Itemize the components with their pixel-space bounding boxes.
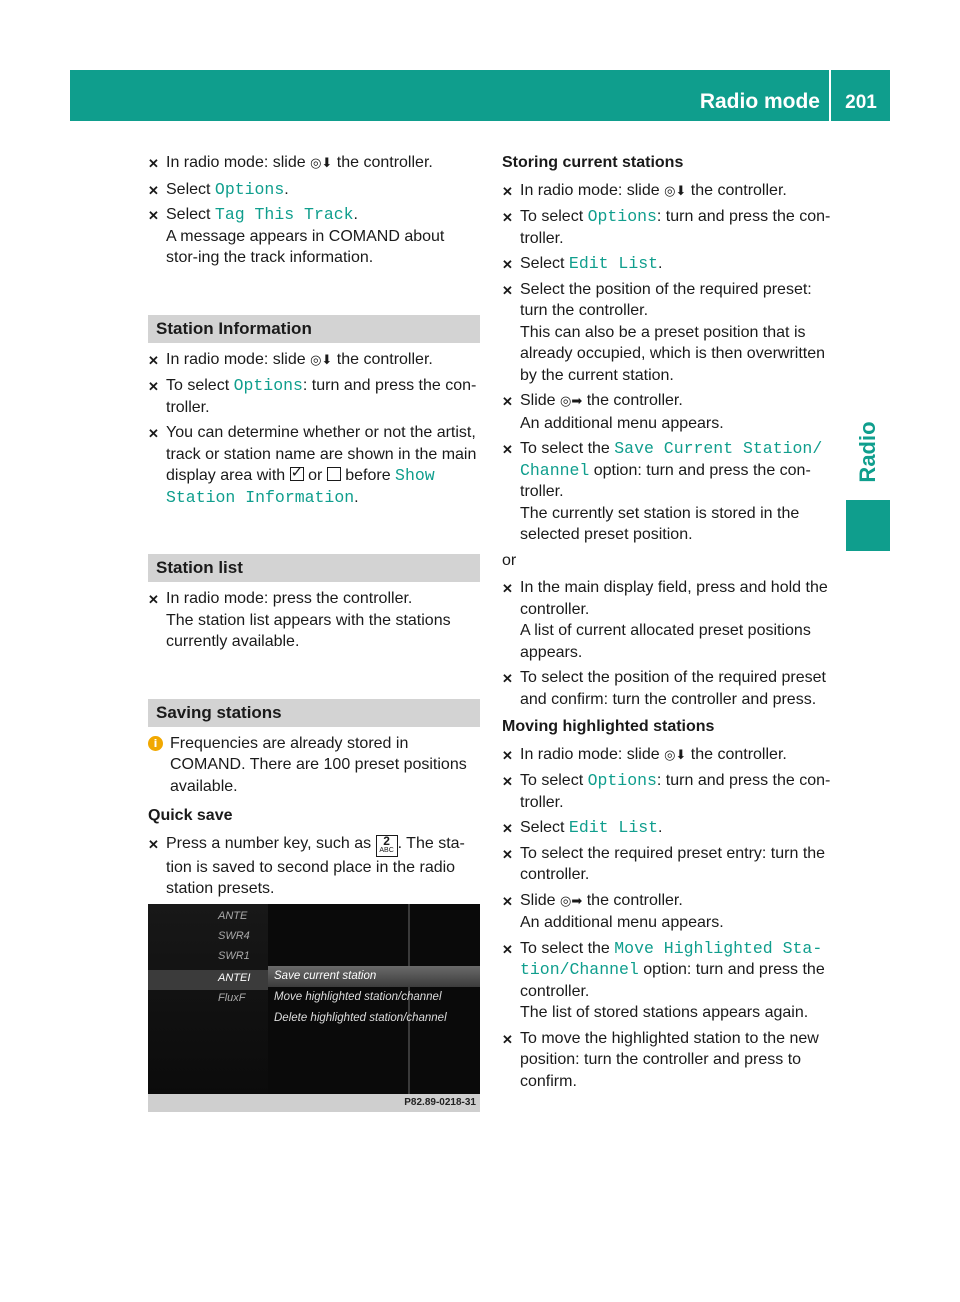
menu-item-tag-this-track: Tag This Track [214,205,354,224]
step: ✕ To select the Save Current Station/ Channel option: turn and press the con-troller. The currently set station is stored in the selected preset position. [502,438,834,546]
step-marker-icon: ✕ [502,747,513,763]
step: ✕ To move the highlighted station to the new position: turn the controller and press to confirm. [502,1029,819,1090]
side-tab-label: Radio [855,421,880,483]
menu-item-show-station-information: Show Station Information [166,466,435,507]
step-marker-icon: ✕ [148,379,159,394]
step-marker-icon: ✕ [502,671,513,686]
step-marker-icon: ✕ [502,893,513,909]
step: ✕ Slide ◎➡ the controller. An additional menu appears. [502,890,834,934]
step-marker-icon: ✕ [502,257,513,272]
section-heading: Station list [148,554,480,582]
page-header [70,70,890,121]
step-result: An additional menu appears. [520,914,724,931]
controller-slide-down-icon: ◎⬇ [664,183,687,199]
menu-item-save-current-station: Save Current Station/ Channel [520,439,823,480]
menu-item-delete-highlighted-station: Delete highlighted station/channel [274,1012,447,1024]
controller-slide-down-icon: ◎⬇ [310,352,333,368]
step: ✕ In radio mode: slide ◎⬇ the controller. [148,349,480,372]
section-heading: Station Information [148,315,480,343]
right-column [502,152,834,1096]
step-result: The currently set station is stored in the selected preset position. [520,504,800,543]
step: ✕ Press a number key, such as 2 ABC . The sta-tion is saved to second place in the radio station presets. [148,833,465,897]
alternative-separator: or [502,551,517,569]
step-marker-icon: ✕ [148,208,159,223]
info-icon: i [148,736,163,751]
step: ✕ To select Options: turn and press the con-troller. [148,376,477,416]
step-marker-icon: ✕ [502,774,513,789]
controller-slide-down-icon: ◎⬇ [310,156,333,171]
step-marker-icon: ✕ [502,581,513,596]
step: ✕ To select Options: turn and press the con-troller. [502,771,831,811]
step: ✕ To select the position of the required preset and confirm: turn the controller and press. [502,669,826,708]
display-screenshot [148,904,480,1112]
subheading: Quick save [148,807,233,824]
page-number: 201 [845,92,877,113]
step-marker-icon: ✕ [148,592,159,607]
subheading: Moving highlighted stations [502,718,715,735]
step-marker-icon: ✕ [502,442,513,457]
context-menu [268,966,480,1029]
step-marker-icon: ✕ [502,183,513,199]
step-marker-icon: ✕ [502,1031,513,1047]
list-item: ANTE [218,910,248,922]
step-result: An additional menu appears. [520,414,724,432]
section-heading: Saving stations [148,699,480,727]
step-marker-icon: ✕ [502,394,513,409]
info-note: i Frequencies are already stored in COMAND. There are 100 preset positions available. [148,733,480,798]
step-marker-icon: ✕ [148,182,159,198]
step: ✕ Select Edit List. [502,817,834,839]
station-list-pane [148,904,268,1094]
step-result: This can also be a preset position that is already occupied, which is then overwritten by the current station. [520,323,826,384]
controller-slide-down-icon: ◎⬇ [664,747,687,763]
step: ✕ You can determine whether or not the artist, track or station name are shown in the main display area with ✓ or before Show Station Information. [148,422,480,508]
step: ✕ To select Options: turn and press the con-troller. [502,207,831,247]
list-item: ANTEI [218,972,251,984]
controller-slide-right-icon: ◎➡ [560,893,583,909]
menu-item-move-highlighted-station: Move Highlighted Sta-tion/Channel [520,938,823,979]
step: ✕ In the main display field, press and hold the controller. A list of current allocated preset positions appears. [502,577,834,663]
step-marker-icon: ✕ [502,941,513,957]
menu-item-options: Options [233,376,303,395]
step: ✕ To select the required preset entry: turn the controller. [502,844,826,883]
step-marker-icon: ✕ [148,352,159,368]
step-marker-icon: ✕ [502,282,513,298]
subheading: Storing current stations [502,154,684,171]
step: ✕ To select the Move Highlighted Sta-tion/Channel option: turn and press the controller. The list of stored stations appears again. [502,938,834,1024]
controller-slide-right-icon: ◎➡ [560,394,583,409]
step-result: A list of current allocated preset positions appears. [520,622,811,661]
section-title: Radio mode [699,90,820,113]
menu-item-edit-list: Edit List [568,254,659,273]
step-marker-icon: ✕ [148,426,159,441]
list-item: SWR1 [218,950,250,962]
side-tab-marker [846,500,890,551]
figure-caption-bar [148,1094,480,1112]
step-marker-icon: ✕ [502,846,513,862]
step-marker-icon: ✕ [148,156,159,171]
menu-item-save-current-station: Save current station [268,966,480,987]
step: ✕ In radio mode: slide ◎⬇ the controller. [502,180,834,203]
step: ✕ In radio mode: slide ◎⬇ the controller. [502,744,834,767]
list-item: FluxF [218,992,246,1004]
menu-item-edit-list: Edit List [568,818,659,837]
step-result: The station list appears with the stations currently available. [166,611,451,650]
step: ✕ Select Tag This Track. A message appears in COMAND about stor-ing the track information. [148,204,480,269]
step: ✕ Select Options. [148,179,480,201]
list-item: SWR4 [218,930,250,942]
step-marker-icon: ✕ [502,210,513,225]
step: ✕ Select Edit List. [502,253,834,275]
step-marker-icon: ✕ [502,821,513,836]
step: ✕ Slide ◎➡ the controller. An additional menu appears. [502,390,834,434]
left-column [148,152,480,904]
step-marker-icon: ✕ [148,836,159,852]
menu-item-move-highlighted-station: Move highlighted station/channel [274,991,442,1003]
step: ✕ Select the position of the required preset: turn the controller. This can also be a preset position that is already occupied, which is then overwritten by the current station. [502,279,834,387]
step-result: A message appears in COMAND about stor-ing the track information. [166,227,445,266]
menu-item-options: Options [587,771,657,790]
checkbox-unchecked-icon [327,467,341,481]
step: ✕ In radio mode: slide ◎⬇ the controller. [148,152,480,175]
step-result: The list of stored stations appears again. [520,1004,809,1021]
step: ✕ In radio mode: press the controller. The station list appears with the stations currently available. [148,588,480,653]
checkbox-checked-icon [290,467,304,481]
menu-item-options: Options [587,207,657,226]
menu-item-options: Options [214,179,285,199]
number-key-icon: 2 ABC [376,835,398,857]
header-divider [829,70,831,121]
figure-id: P82.89-0218-31 [404,1097,476,1108]
